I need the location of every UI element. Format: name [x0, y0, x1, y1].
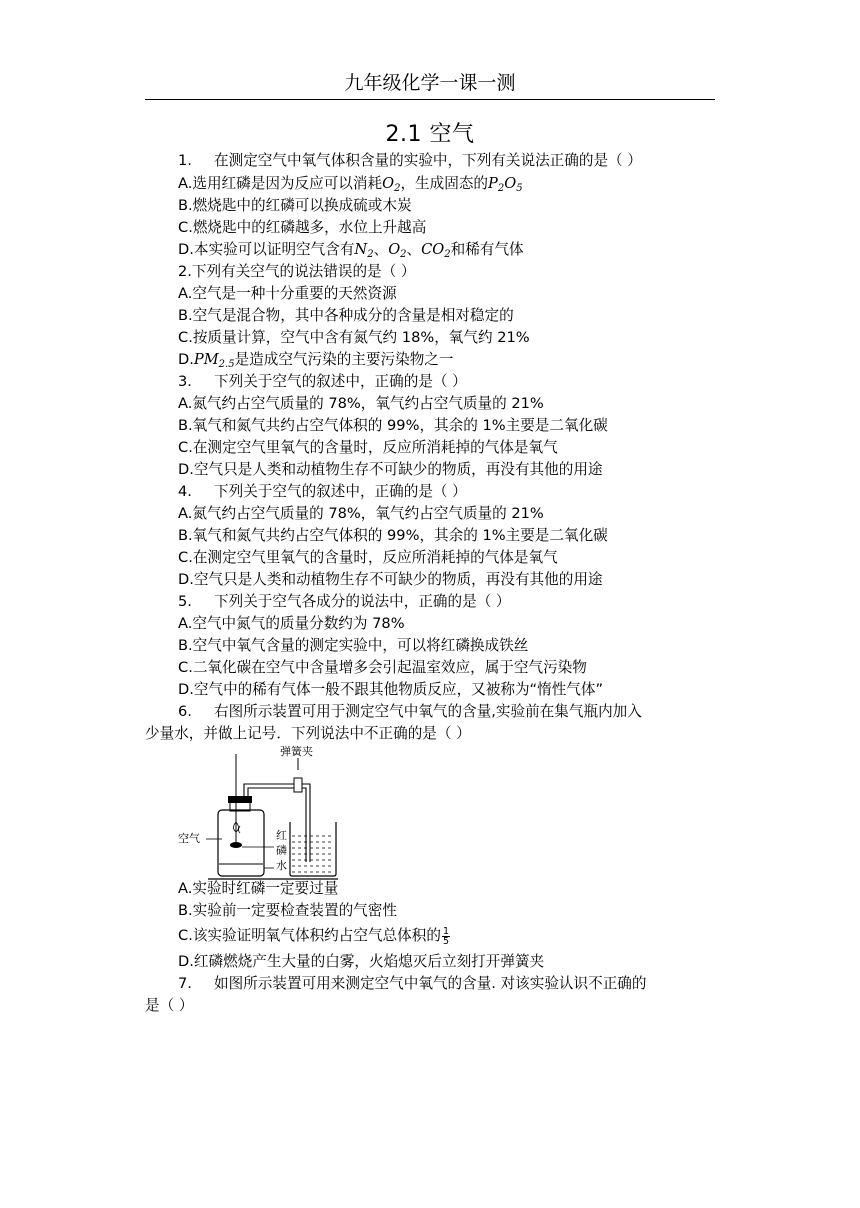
q2-option-d: $D.PM_{2.5}$是造成空气污染的主要污染物之一 [178, 351, 454, 370]
q7-number: 7. [178, 975, 192, 992]
q4-option-c: C.在测定空气里氧气的含量时，反应所消耗掉的气体是氧气 [178, 549, 558, 566]
stopper [228, 796, 252, 803]
oxygen-apparatus-figure [178, 744, 338, 884]
water-label: 水 [276, 859, 287, 872]
header-divider [145, 99, 715, 100]
phosphorus-label-2: 磷 [276, 844, 287, 857]
q1-number: 1. [178, 152, 192, 169]
q4-option-b: B.氧气和氮气共约占空气体积的 99%，其余的 1%主要是二氧化碳 [178, 527, 608, 544]
q1-option-a: A.选用红磷是因为反应可以消耗$O_2$，生成固态的$P_2O_5$ [178, 175, 523, 194]
q1-option-d: D.本实验可以证明空气含有$N_2$、$O_2$、$CO_2$和稀有气体 [178, 241, 524, 260]
q2-option-c: C.按质量计算，空气中含有氮气约 18%，氧气约 21% [178, 329, 530, 346]
q7-stem-line1: 7. 如图所示装置可用来测定空气中氧气的含量. 对该实验认识不正确的 [178, 973, 647, 995]
q3-option-c: C.在测定空气里氧气的含量时，反应所消耗掉的气体是氧气 [178, 439, 558, 456]
beaker [290, 822, 336, 876]
q1-stem: 1. 在测定空气中氧气体积含量的实验中，下列有关说法正确的是（ ） [178, 150, 642, 172]
fraction-one-fifth: $\frac{1}{5}$ [442, 925, 449, 947]
q1-option-c: C.燃烧匙中的红磷越多，水位上升越高 [178, 219, 427, 236]
q6-number: 6. [178, 703, 192, 720]
spring-clamp [294, 778, 302, 792]
section-title: 2.1 空气 [385, 122, 475, 147]
q7-stem-line2: 是（ ） [145, 997, 194, 1014]
page-header: 九年级化学一课一测 [344, 72, 516, 94]
phosphorus-label-1: 红 [276, 829, 287, 842]
q3-option-a: A.氮气约占空气质量的 78%，氧气约占空气质量的 21% [178, 395, 544, 412]
q2-option-b: B.空气是混合物，其中各种成分的含量是相对稳定的 [178, 307, 514, 324]
q3-number: 3. [178, 373, 192, 390]
q5-option-a: A.空气中氮气的质量分数约为 78% [178, 615, 405, 632]
q4-number: 4. [178, 483, 192, 500]
q4-option-d: D.空气只是人类和动植物生存不可缺少的物质，再没有其他的用途 [178, 571, 603, 588]
q6-stem-line2: 少量水，并做上记号．下列说法中不正确的是（ ） [145, 725, 471, 742]
q4-stem: 4. 下列关于空气的叙述中，正确的是（ ） [178, 481, 467, 503]
q6-option-b: B.实验前一定要检查装置的气密性 [178, 902, 397, 919]
q6-option-d: D.红磷燃烧产生大量的白雾，火焰熄灭后立刻打开弹簧夹 [178, 953, 545, 970]
q2-option-a: A.空气是一种十分重要的天然资源 [178, 285, 397, 302]
q5-option-b: B.空气中氧气含量的测定实验中，可以将红磷换成铁丝 [178, 637, 529, 654]
q3-stem: 3. 下列关于空气的叙述中，正确的是（ ） [178, 371, 467, 393]
q5-stem: 5. 下列关于空气各成分的说法中，正确的是（ ） [178, 591, 511, 613]
air-label: 空气 [178, 832, 200, 845]
q4-option-a: A.氮气约占空气质量的 78%，氧气约占空气质量的 21% [178, 505, 544, 522]
q5-option-c: C.二氧化碳在空气中含量增多会引起温室效应，属于空气污染物 [178, 659, 587, 676]
clamp-label: 弹簧夹 [280, 745, 313, 758]
q5-option-d: D.空气中的稀有气体一般不跟其他物质反应，又被称为“惰性气体” [178, 681, 604, 698]
q6-option-c: C.该实验证明氧气体积约占空气总体积的 $\frac{1}{5}$ [178, 925, 449, 947]
q3-option-b: B.氧气和氮气共约占空气体积的 99%，其余的 1%主要是二氧化碳 [178, 417, 608, 434]
q2-stem: 2.下列有关空气的说法错误的是（ ） [178, 263, 416, 280]
q3-option-d: D.空气只是人类和动植物生存不可缺少的物质，再没有其他的用途 [178, 461, 603, 478]
q1-option-b: B.燃烧匙中的红磷可以换成硫或木炭 [178, 197, 412, 214]
q6-stem-line1: 6. 右图所示装置可用于测定空气中氧气的含量,实验前在集气瓶内加入 [178, 701, 642, 723]
q5-number: 5. [178, 593, 192, 610]
collecting-bottle [218, 810, 264, 876]
q6-option-a: A.实验时红磷一定要过量 [178, 880, 339, 897]
combustion-spoon [230, 842, 242, 848]
